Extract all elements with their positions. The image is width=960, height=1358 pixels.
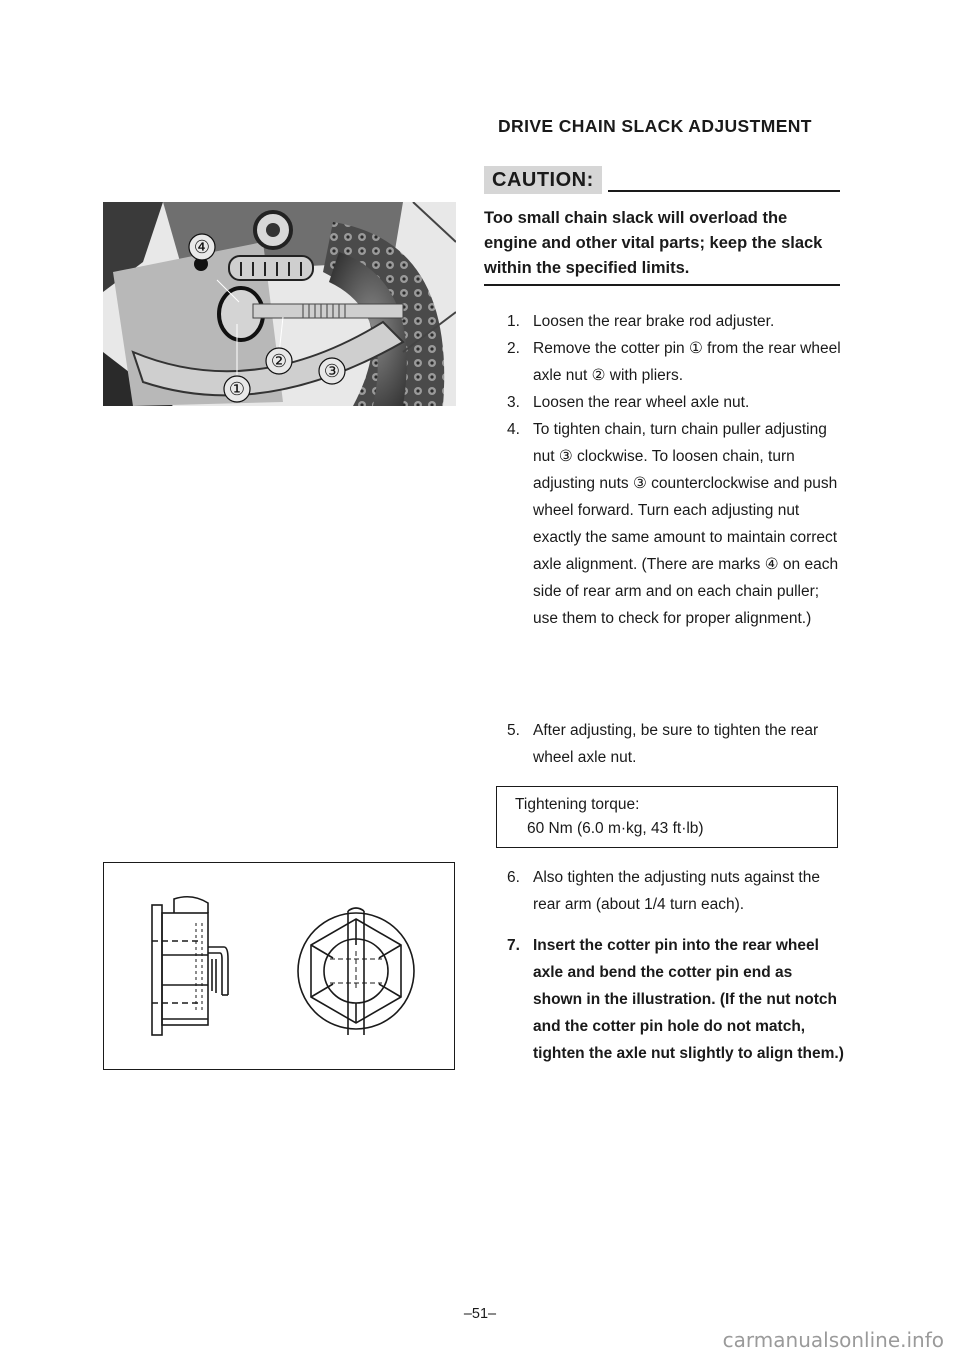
chain-adjuster-photo: [103, 202, 456, 406]
steps-list-1: [507, 308, 845, 632]
steps-list-4: [507, 932, 845, 1067]
caution-rule: [608, 190, 840, 192]
callout-3: ③: [323, 361, 341, 382]
caution-bottom-rule: [484, 284, 840, 286]
torque-spec-box: [496, 786, 838, 848]
caution-header: [484, 166, 840, 196]
callout-1: ①: [228, 379, 246, 400]
steps-list-3: [507, 864, 845, 918]
list-item: 4. To tighten chain, turn chain puller adjusting nut ③ clockwise. To loosen chain, turn adjusting nuts ③ counterclockwise and push wheel forward. Turn each adjusting nut exactly the same amount to maintain correct axle alignment. (There are marks ④ on each side of rear arm and on each chain puller; use them to check for proper alignment.): [507, 421, 839, 627]
cotter-pin-illustration: [103, 862, 455, 1070]
caution-text: Too small chain slack will overload the engine and other vital parts; keep the slack within the specified limits.: [484, 209, 823, 277]
section-heading: DRIVE CHAIN SLACK ADJUSTMENT: [498, 116, 812, 136]
list-item: 7. Insert the cotter pin into the rear wheel axle and bend the cotter pin end as shown in the illustration. (If the nut notch and the cotter pin hole do not match, tighten the axle nut slightly to align them.): [507, 937, 844, 1062]
watermark: carmanualsonline.info: [722, 1328, 944, 1352]
list-item: 6. Also tighten the adjusting nuts against the rear arm (about 1/4 turn each).: [507, 869, 820, 913]
callout-4: ④: [193, 237, 211, 258]
list-item: 1. Loosen the rear brake rod adjuster.: [507, 313, 775, 330]
steps-list-2: [507, 717, 845, 771]
torque-label: Tightening torque:: [515, 796, 640, 813]
list-item: 5. After adjusting, be sure to tighten the rear wheel axle nut.: [507, 722, 819, 766]
torque-value: 60 Nm (6.0 m·kg, 43 ft·lb): [527, 820, 704, 837]
list-item: 3. Loosen the rear wheel axle nut.: [507, 394, 750, 411]
page-number: –51–: [463, 1306, 497, 1322]
caution-label: CAUTION:: [484, 166, 602, 194]
list-item: 2. Remove the cotter pin ① from the rear wheel axle nut ② with pliers.: [507, 340, 841, 384]
callout-2: ②: [270, 351, 288, 372]
